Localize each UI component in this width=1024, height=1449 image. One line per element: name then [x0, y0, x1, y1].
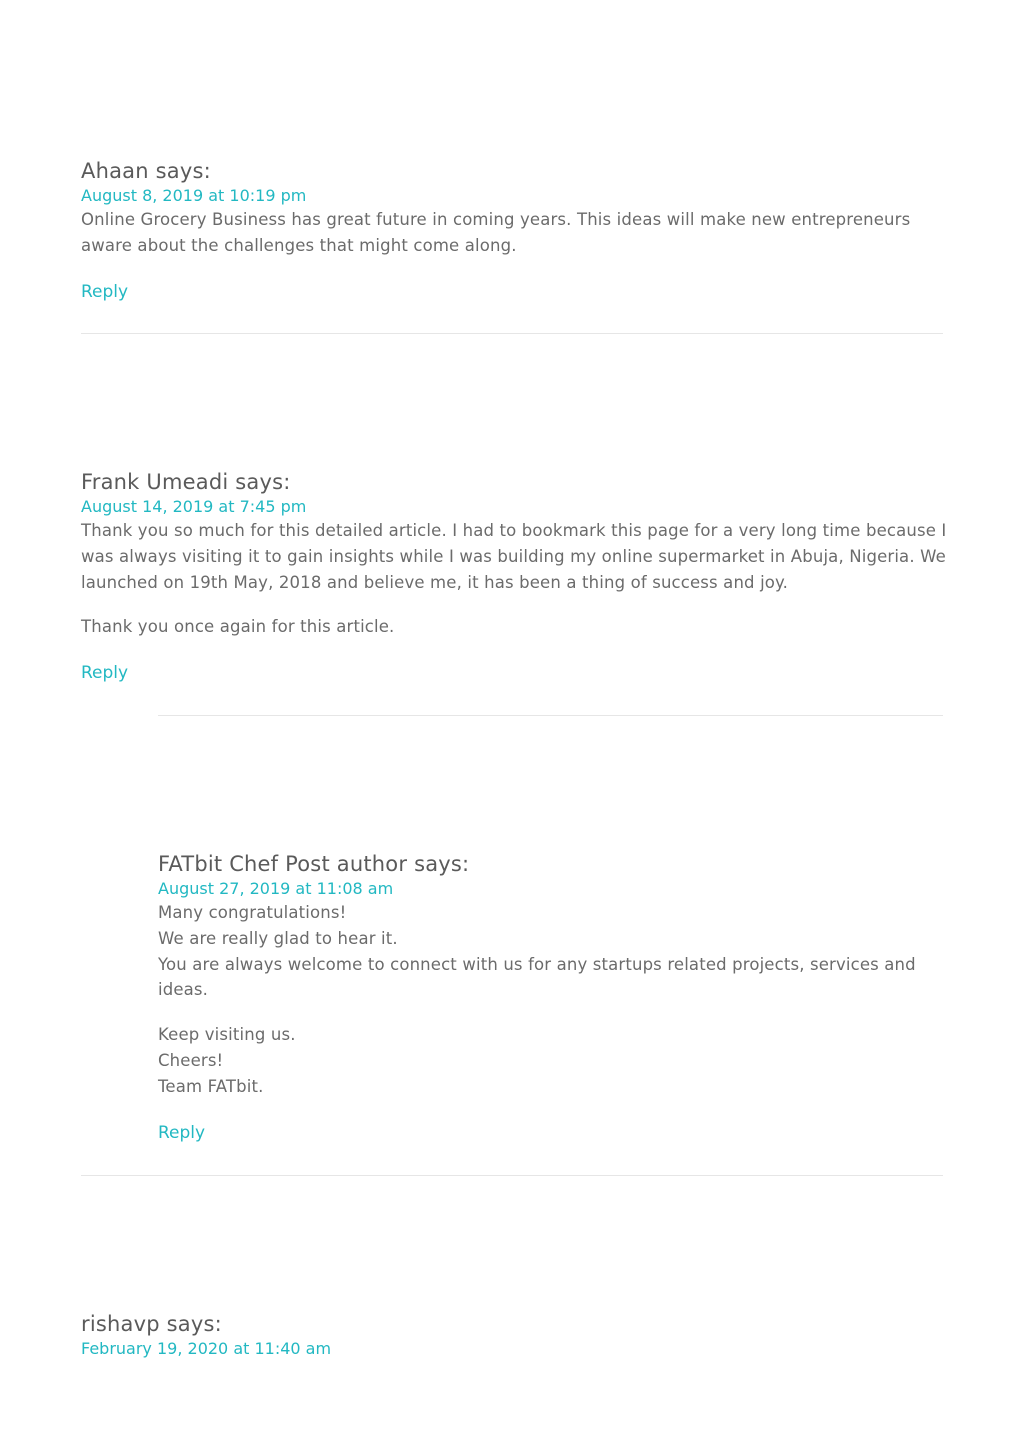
comment-date-link[interactable]: August 14, 2019 at 7:45 pm	[81, 497, 307, 516]
comment-line: Keep visiting us.	[158, 1025, 296, 1045]
comment-line: You are always welcome to connect with us for any startups related projects, services and ideas.	[158, 954, 916, 1000]
reply-button[interactable]: Reply	[81, 663, 129, 684]
comment-paragraph: Online Grocery Business has great future in coming years. This ideas will make new entrepreneurs aware about the challenges that might come along.	[81, 210, 911, 255]
comment-divider	[81, 333, 943, 334]
comment-author: Ahaan	[81, 159, 149, 183]
comment-date-link[interactable]: February 19, 2020 at 11:40 am	[81, 1339, 332, 1358]
comment-body	[158, 900, 943, 1100]
comment-author: Frank Umeadi	[81, 470, 229, 494]
comment-line: Many congratulations!	[158, 903, 347, 922]
reply-button[interactable]: Reply	[158, 1122, 206, 1143]
comment-author-line	[81, 469, 947, 495]
comment-author-line	[81, 158, 943, 184]
reply-button[interactable]: Reply	[81, 281, 129, 302]
comment-author-line	[158, 851, 943, 877]
says-label: says:	[235, 470, 291, 494]
comment-date-link[interactable]: August 27, 2019 at 11:08 am	[158, 879, 394, 898]
comment-body	[81, 518, 947, 640]
comment-author: FATbit Chef Post author	[158, 852, 408, 876]
comment-paragraph: Thank you so much for this detailed article. I had to bookmark this page for a very long time because I was always visiting it to gain insights while I was building my online supermarket in Abuja, Nigeria. We launched on 19th May, 2018 and believe me, it has been a thing of success and joy.	[81, 521, 947, 592]
comment-divider	[81, 1175, 943, 1176]
comment-line: Cheers!	[158, 1050, 224, 1070]
comment-line: We are really glad to hear it.	[158, 928, 398, 948]
comment-paragraph	[158, 900, 943, 1003]
comment-paragraph	[158, 1022, 943, 1099]
says-label: says:	[166, 1312, 222, 1336]
comment-date-link[interactable]: August 8, 2019 at 10:19 pm	[81, 186, 307, 205]
comment-rishavp	[81, 1311, 943, 1360]
comment-author: rishavp	[81, 1312, 160, 1336]
says-label: says:	[414, 852, 470, 876]
comment-ahaan	[81, 158, 943, 303]
says-label: says:	[155, 159, 211, 183]
comment-body	[81, 207, 943, 259]
comment-author-line	[81, 1311, 943, 1337]
comment-paragraph: Thank you once again for this article.	[81, 617, 395, 637]
comment-fatbit-chef	[158, 851, 943, 1144]
comment-line: Team FATbit.	[158, 1076, 264, 1096]
comment-divider	[158, 715, 943, 716]
comment-frank-umeadi	[81, 469, 947, 684]
